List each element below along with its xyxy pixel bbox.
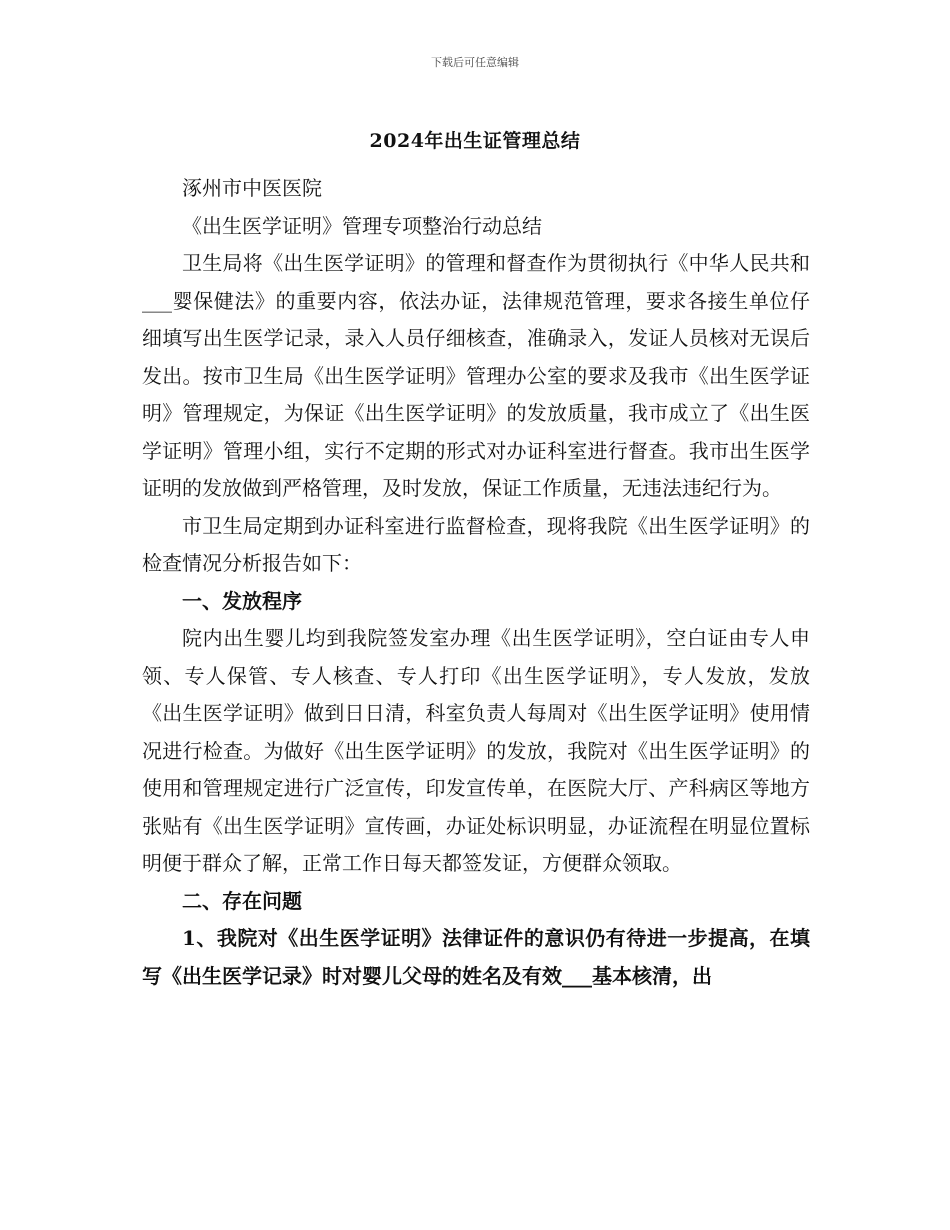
- page-header-note: 下载后可任意编辑: [431, 56, 519, 69]
- document-title: 2024年出生证管理总结: [369, 130, 581, 152]
- paragraph-inspection: 市卫生局定期到办证科室进行监督检查，现将我院《出生医学证明》的检查情况分析报告如下：: [142, 513, 810, 575]
- paragraph-intro: 卫生局将《出生医学证明》的管理和督查作为贯彻执行《中华人民共和___婴保健法》的重要内容，依法办证，法律规范管理，要求各接生单位仔细填写出生医学记录，录入人员仔细核查，准确录入，发证人员核对无误后发出。按市卫生局《出生医学证明》管理办公室的要求及我市《出生医学证明》管理规定，为保证《出生医学证明》的发放质量，我市成立了《出生医学证明》管理小组，实行不定期的形式对办证科室进行督查。我市出生医学证明的发放做到严格管理，及时发放，保证工作质量，无违法违纪行为。: [142, 251, 810, 500]
- paragraph-issuance: 院内出生婴儿均到我院签发室办理《出生医学证明》，空白证由专人申领、专人保管、专人核查、专人打印《出生医学证明》，专人发放，发放《出生医学证明》做到日日清，科室负责人每周对《出生医学证明》使用情况进行检查。为做好《出生医学证明》的发放，我院对《出生医学证明》的使用和管理规定进行广泛宣传，印发宣传单，在医院大厅、产科病区等地方张贴有《出生医学证明》宣传画，办证处标识明显，办证流程在明显位置标明便于群众了解，正常工作日每天都签发证，方便群众领取。: [142, 626, 810, 875]
- section-heading-problems: 二、存在问题: [182, 888, 302, 913]
- section-heading-issuance: 一、发放程序: [182, 588, 302, 613]
- document-body: [142, 170, 810, 995]
- organization-line: 涿州市中医医院: [182, 176, 322, 200]
- paragraph-problem-1: 1、我院对《出生医学证明》法律证件的意识仍有待进一步提高，在填写《出生医学记录》时对婴儿父母的姓名及有效___基本核清，出: [142, 926, 810, 988]
- subtitle-line: 《出生医学证明》管理专项整治行动总结: [182, 213, 542, 238]
